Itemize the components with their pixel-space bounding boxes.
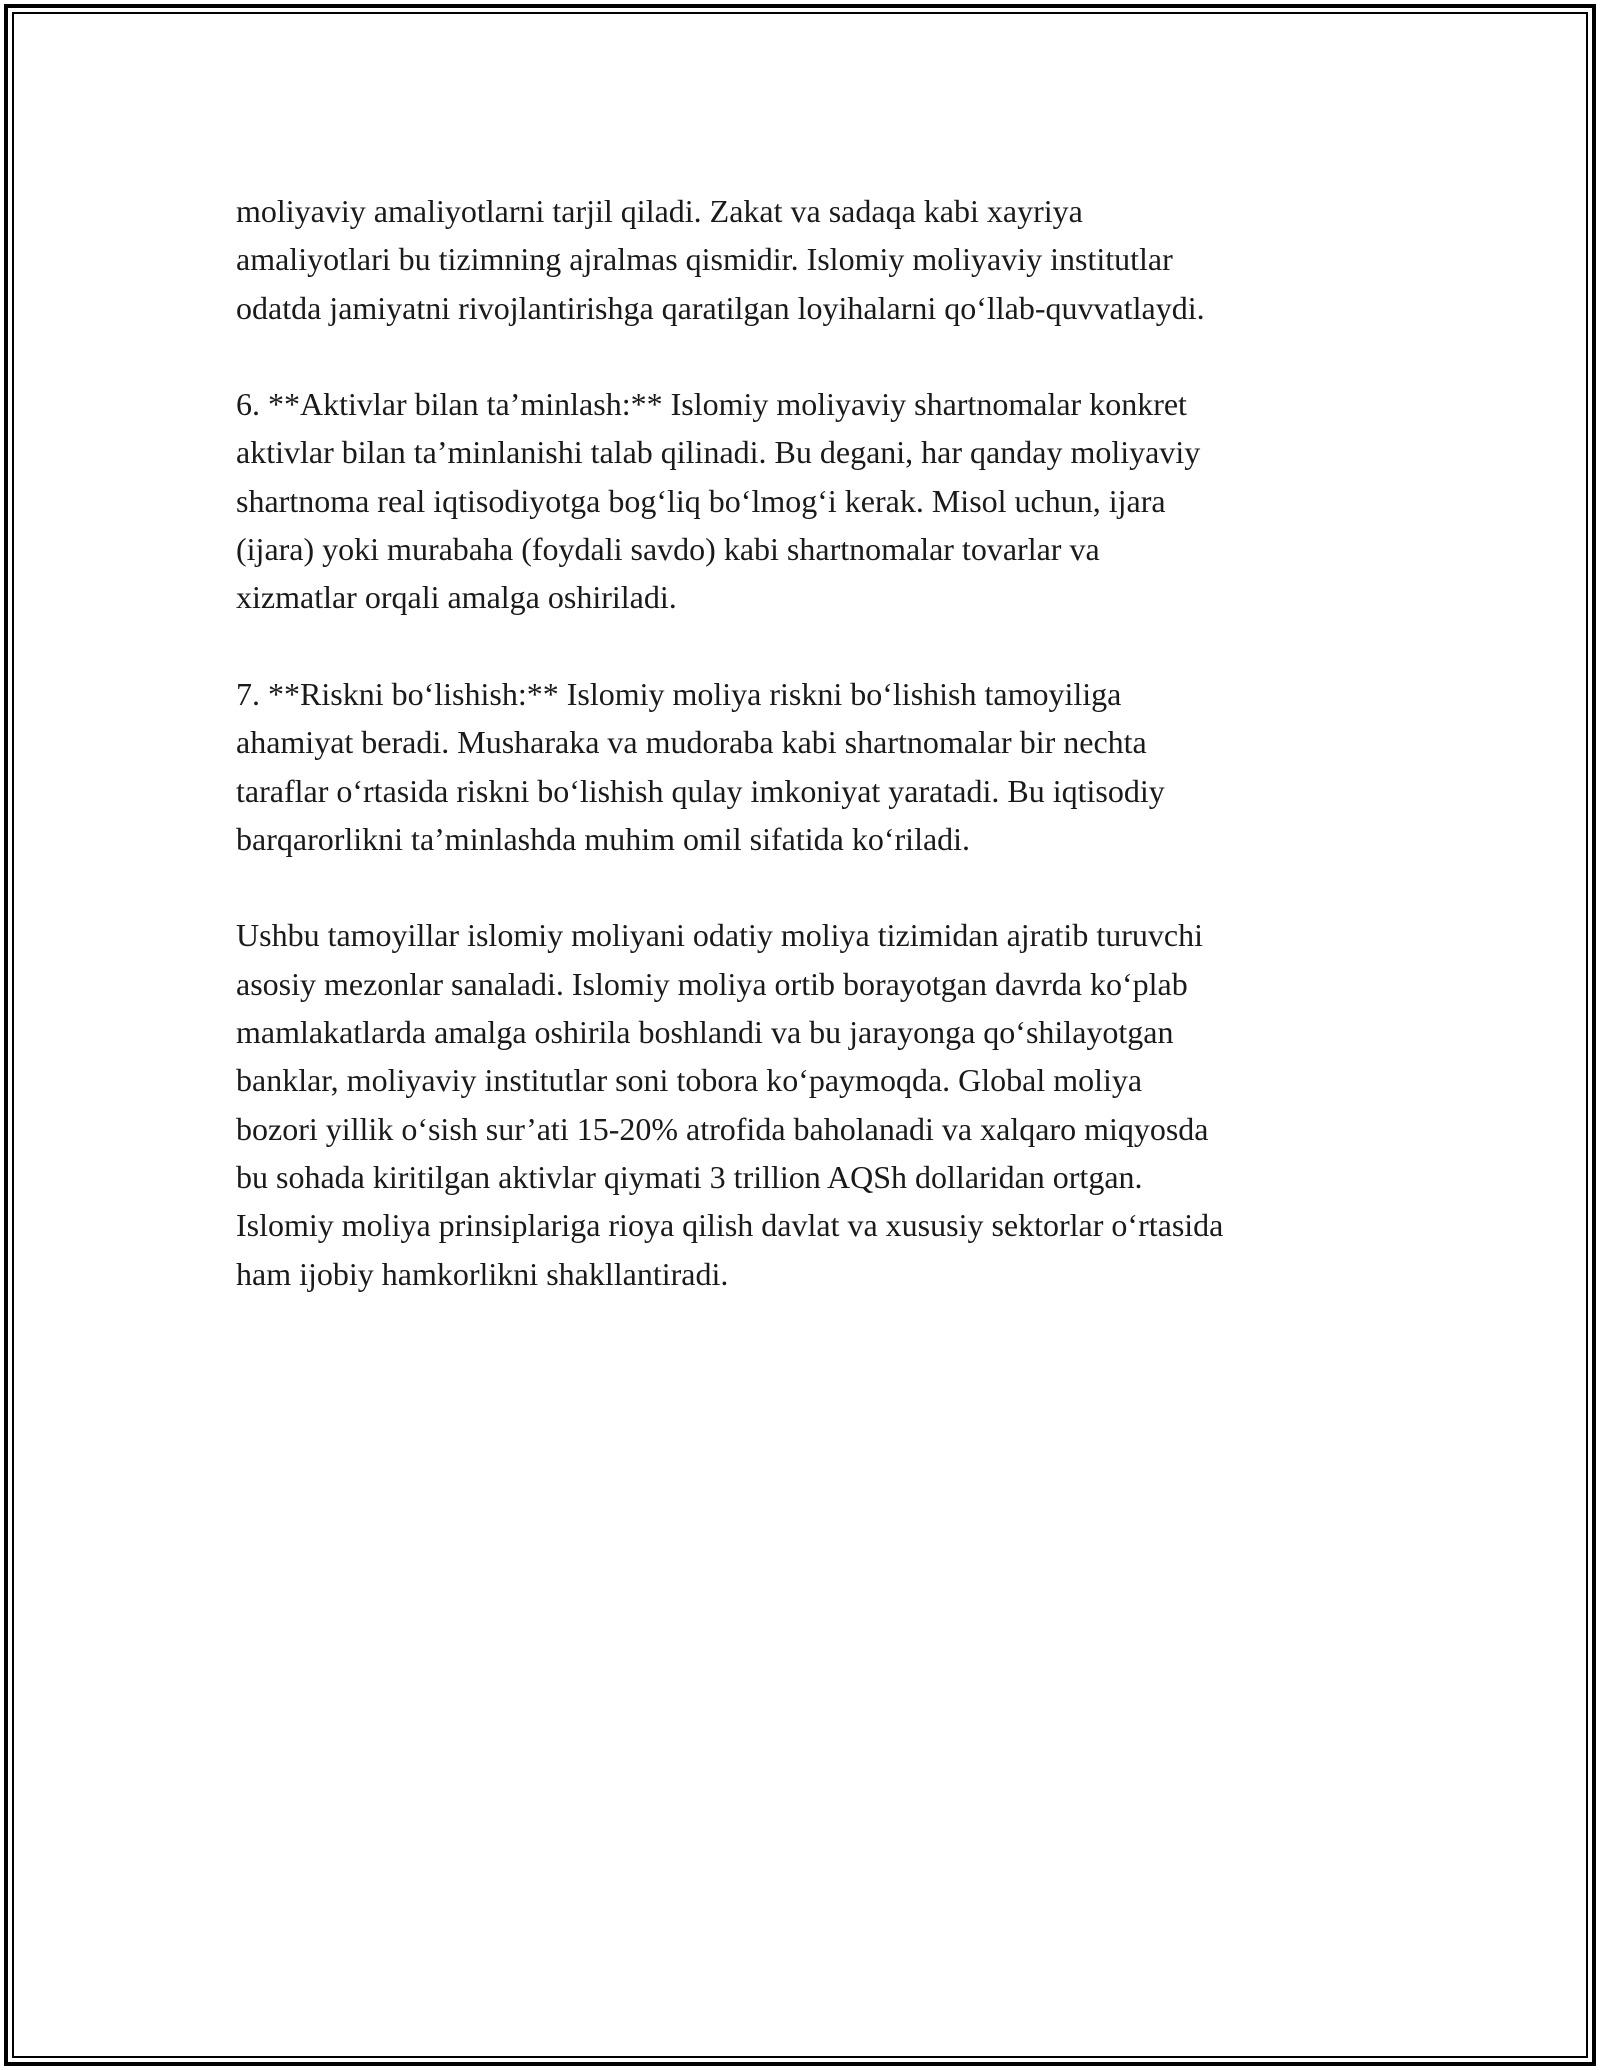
document-body <box>236 187 1386 1346</box>
text-line: amaliyotlari bu tizimning ajralmas qismidir. Islomiy moliyaviy institutlar <box>236 241 1173 278</box>
text-line: ahamiyat beradi. Musharaka va mudoraba kabi shartnomalar bir nechta <box>236 724 1147 761</box>
paragraph-risk-sharing <box>236 670 1386 863</box>
text-line: 6. **Aktivlar bilan ta’minlash:** Islomiy moliyaviy shartnomalar konkret <box>236 386 1187 423</box>
text-line: asosiy mezonlar sanaladi. Islomiy moliya ortib borayotgan davrda ko‘plab <box>236 965 1188 1002</box>
text-line: odatda jamiyatni rivojlantirishga qaratilgan loyihalarni qo‘llab-quvvatlaydi. <box>236 289 1205 326</box>
paragraph-summary <box>236 911 1386 1297</box>
text-line: ham ijobiy hamkorlikni shakllantiradi. <box>236 1255 729 1292</box>
text-line: (ijara) yoki murabaha (foydali savdo) kabi shartnomalar tovarlar va <box>236 531 1100 568</box>
text-line: Islomiy moliya prinsiplariga rioya qilish davlat va xususiy sektorlar o‘rtasida <box>236 1207 1224 1244</box>
text-line: Ushbu tamoyillar islomiy moliyani odatiy moliya tizimidan ajratib turuvchi <box>236 917 1203 954</box>
text-line: mamlakatlarda amalga oshirila boshlandi va bu jarayonga qo‘shilayotgan <box>236 1014 1174 1051</box>
text-line: xizmatlar orqali amalga oshiriladi. <box>236 579 677 616</box>
text-line: taraflar o‘rtasida riskni bo‘lishish qulay imkoniyat yaratadi. Bu iqtisodiy <box>236 772 1165 809</box>
text-line: 7. **Riskni bo‘lishish:** Islomiy moliya riskni bo‘lishish tamoyiliga <box>236 675 1122 712</box>
text-line: shartnoma real iqtisodiyotga bog‘liq bo‘lmog‘i kerak. Misol uchun, ijara <box>236 482 1166 519</box>
text-line: banklar, moliyaviy institutlar soni tobora ko‘paymoqda. Global moliya <box>236 1062 1143 1099</box>
text-line: moliyaviy amaliyotlarni tarjil qiladi. Zakat va sadaqa kabi xayriya <box>236 193 1083 229</box>
paragraph-asset-backing <box>236 380 1386 621</box>
text-line: bu sohada kiritilgan aktivlar qiymati 3 trillion AQSh dollaridan ortgan. <box>236 1158 1143 1195</box>
text-line: bozori yillik o‘sish sur’ati 15-20% atrofida baholanadi va xalqaro miqyosda <box>236 1110 1209 1147</box>
text-line: aktivlar bilan ta’minlanishi talab qilinadi. Bu degani, har qanday moliyaviy <box>236 434 1201 471</box>
paragraph-charity <box>236 187 1386 332</box>
text-line: barqarorlikni ta’minlashda muhim omil sifatida ko‘riladi. <box>236 820 971 857</box>
